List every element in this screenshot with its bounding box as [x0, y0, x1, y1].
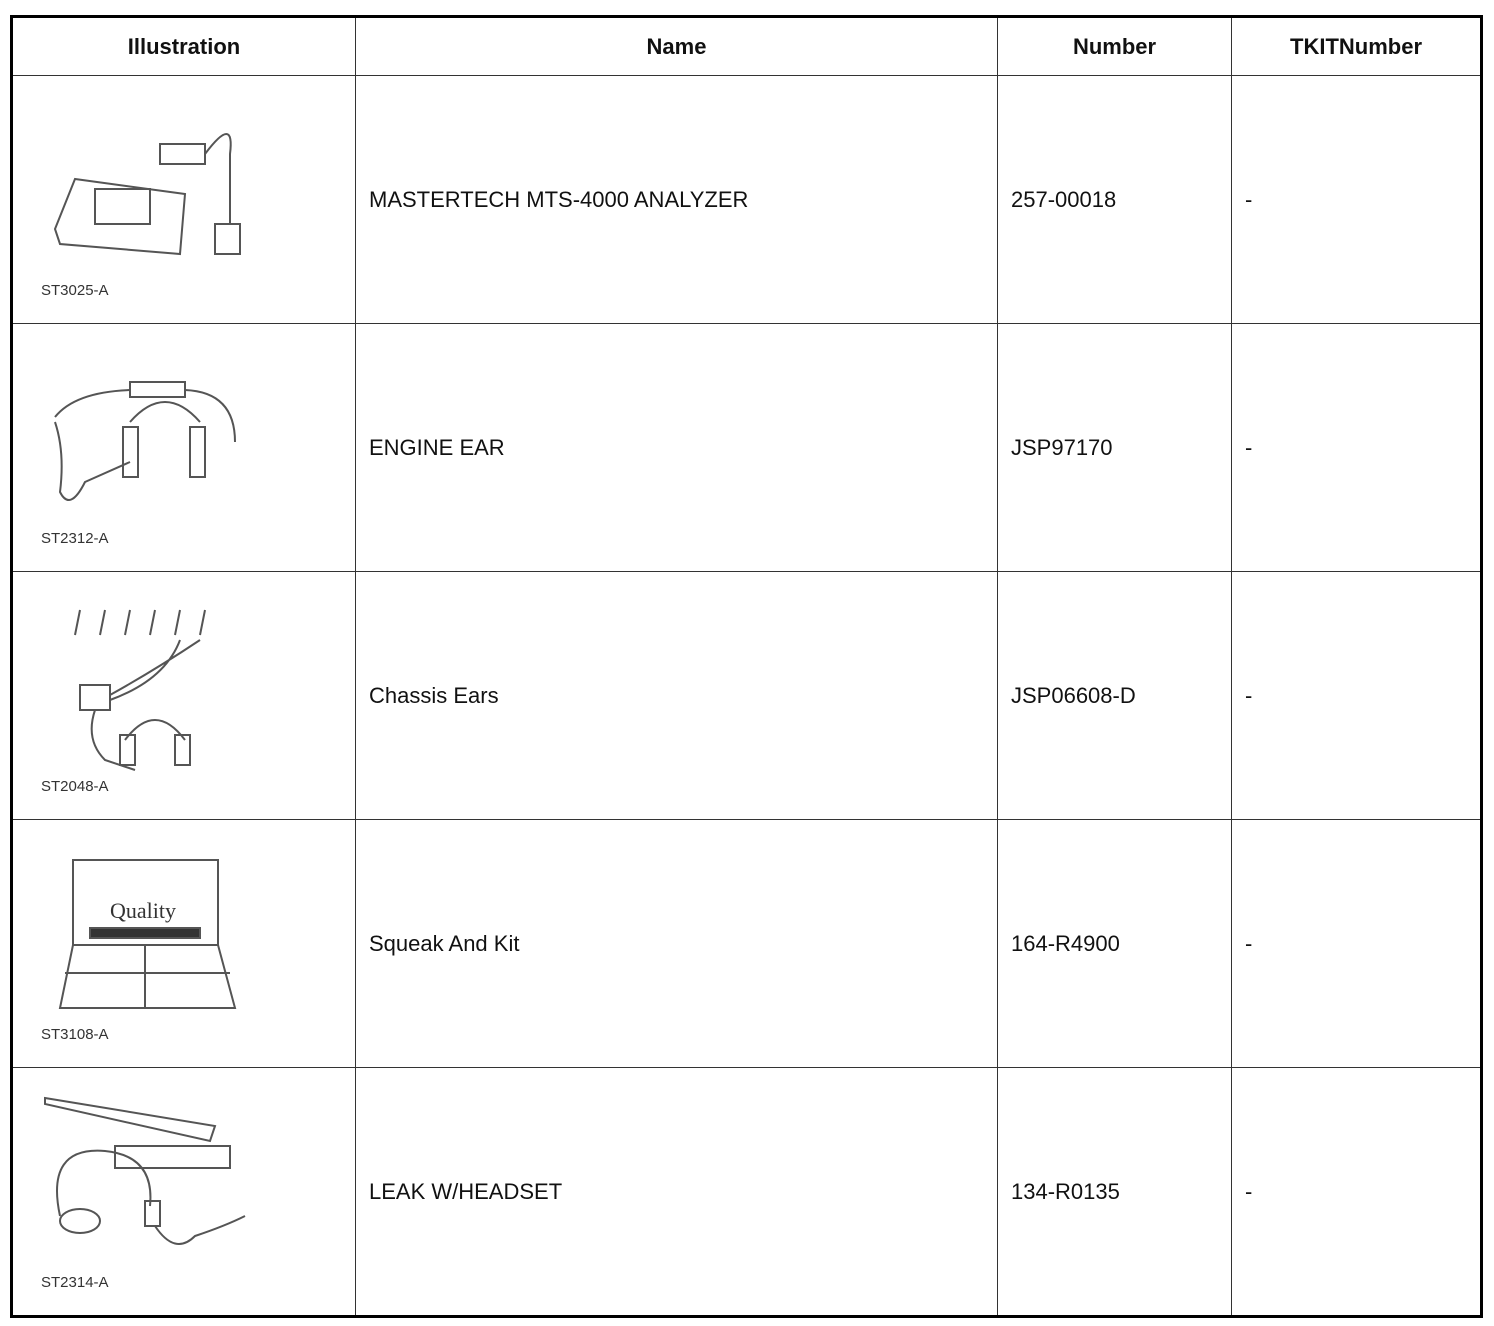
tool-number: 134-R0135 — [998, 1068, 1232, 1317]
tkit-number: - — [1232, 572, 1482, 820]
tool-number: 257-00018 — [998, 76, 1232, 324]
tool-name: LEAK W/HEADSET — [356, 1068, 998, 1317]
illustration-cell — [12, 820, 356, 1068]
tkit-number: - — [1232, 820, 1482, 1068]
tkit-number: - — [1232, 76, 1482, 324]
header-name: Name — [356, 17, 998, 76]
special-tools-table — [10, 15, 1483, 1318]
illustration-code: ST3025-A — [41, 282, 109, 299]
kit-case-icon — [35, 838, 255, 1028]
header-row — [12, 17, 1482, 76]
illustration-cell — [12, 1068, 356, 1317]
illustration-cell — [12, 76, 356, 324]
leak-detector-icon — [35, 1086, 255, 1276]
tkit-number: - — [1232, 1068, 1482, 1317]
tool-number: JSP97170 — [998, 324, 1232, 572]
table-row — [12, 820, 1482, 1068]
illustration-cell — [12, 324, 356, 572]
svg-text:Quality: Quality — [110, 898, 176, 923]
tool-name: ENGINE EAR — [356, 324, 998, 572]
table-row — [12, 1068, 1482, 1317]
tool-name: Chassis Ears — [356, 572, 998, 820]
clamps-headset-icon — [35, 590, 255, 780]
analyzer-icon — [35, 94, 255, 284]
tool-name: MASTERTECH MTS-4000 ANALYZER — [356, 76, 998, 324]
tool-name: Squeak And Kit — [356, 820, 998, 1068]
header-number: Number — [998, 17, 1232, 76]
illustration-code: ST2314-A — [41, 1274, 109, 1291]
header-tkit-number: TKITNumber — [1232, 17, 1482, 76]
header-illustration: Illustration — [12, 17, 356, 76]
illustration-code: ST2312-A — [41, 530, 109, 547]
table-row — [12, 572, 1482, 820]
illustration-cell — [12, 572, 356, 820]
illustration-code: ST3108-A — [41, 1026, 109, 1043]
tool-number: 164-R4900 — [998, 820, 1232, 1068]
headset-icon — [35, 342, 255, 532]
table-row — [12, 76, 1482, 324]
tkit-number: - — [1232, 324, 1482, 572]
illustration-code: ST2048-A — [41, 778, 109, 795]
tool-number: JSP06608-D — [998, 572, 1232, 820]
table-row — [12, 324, 1482, 572]
